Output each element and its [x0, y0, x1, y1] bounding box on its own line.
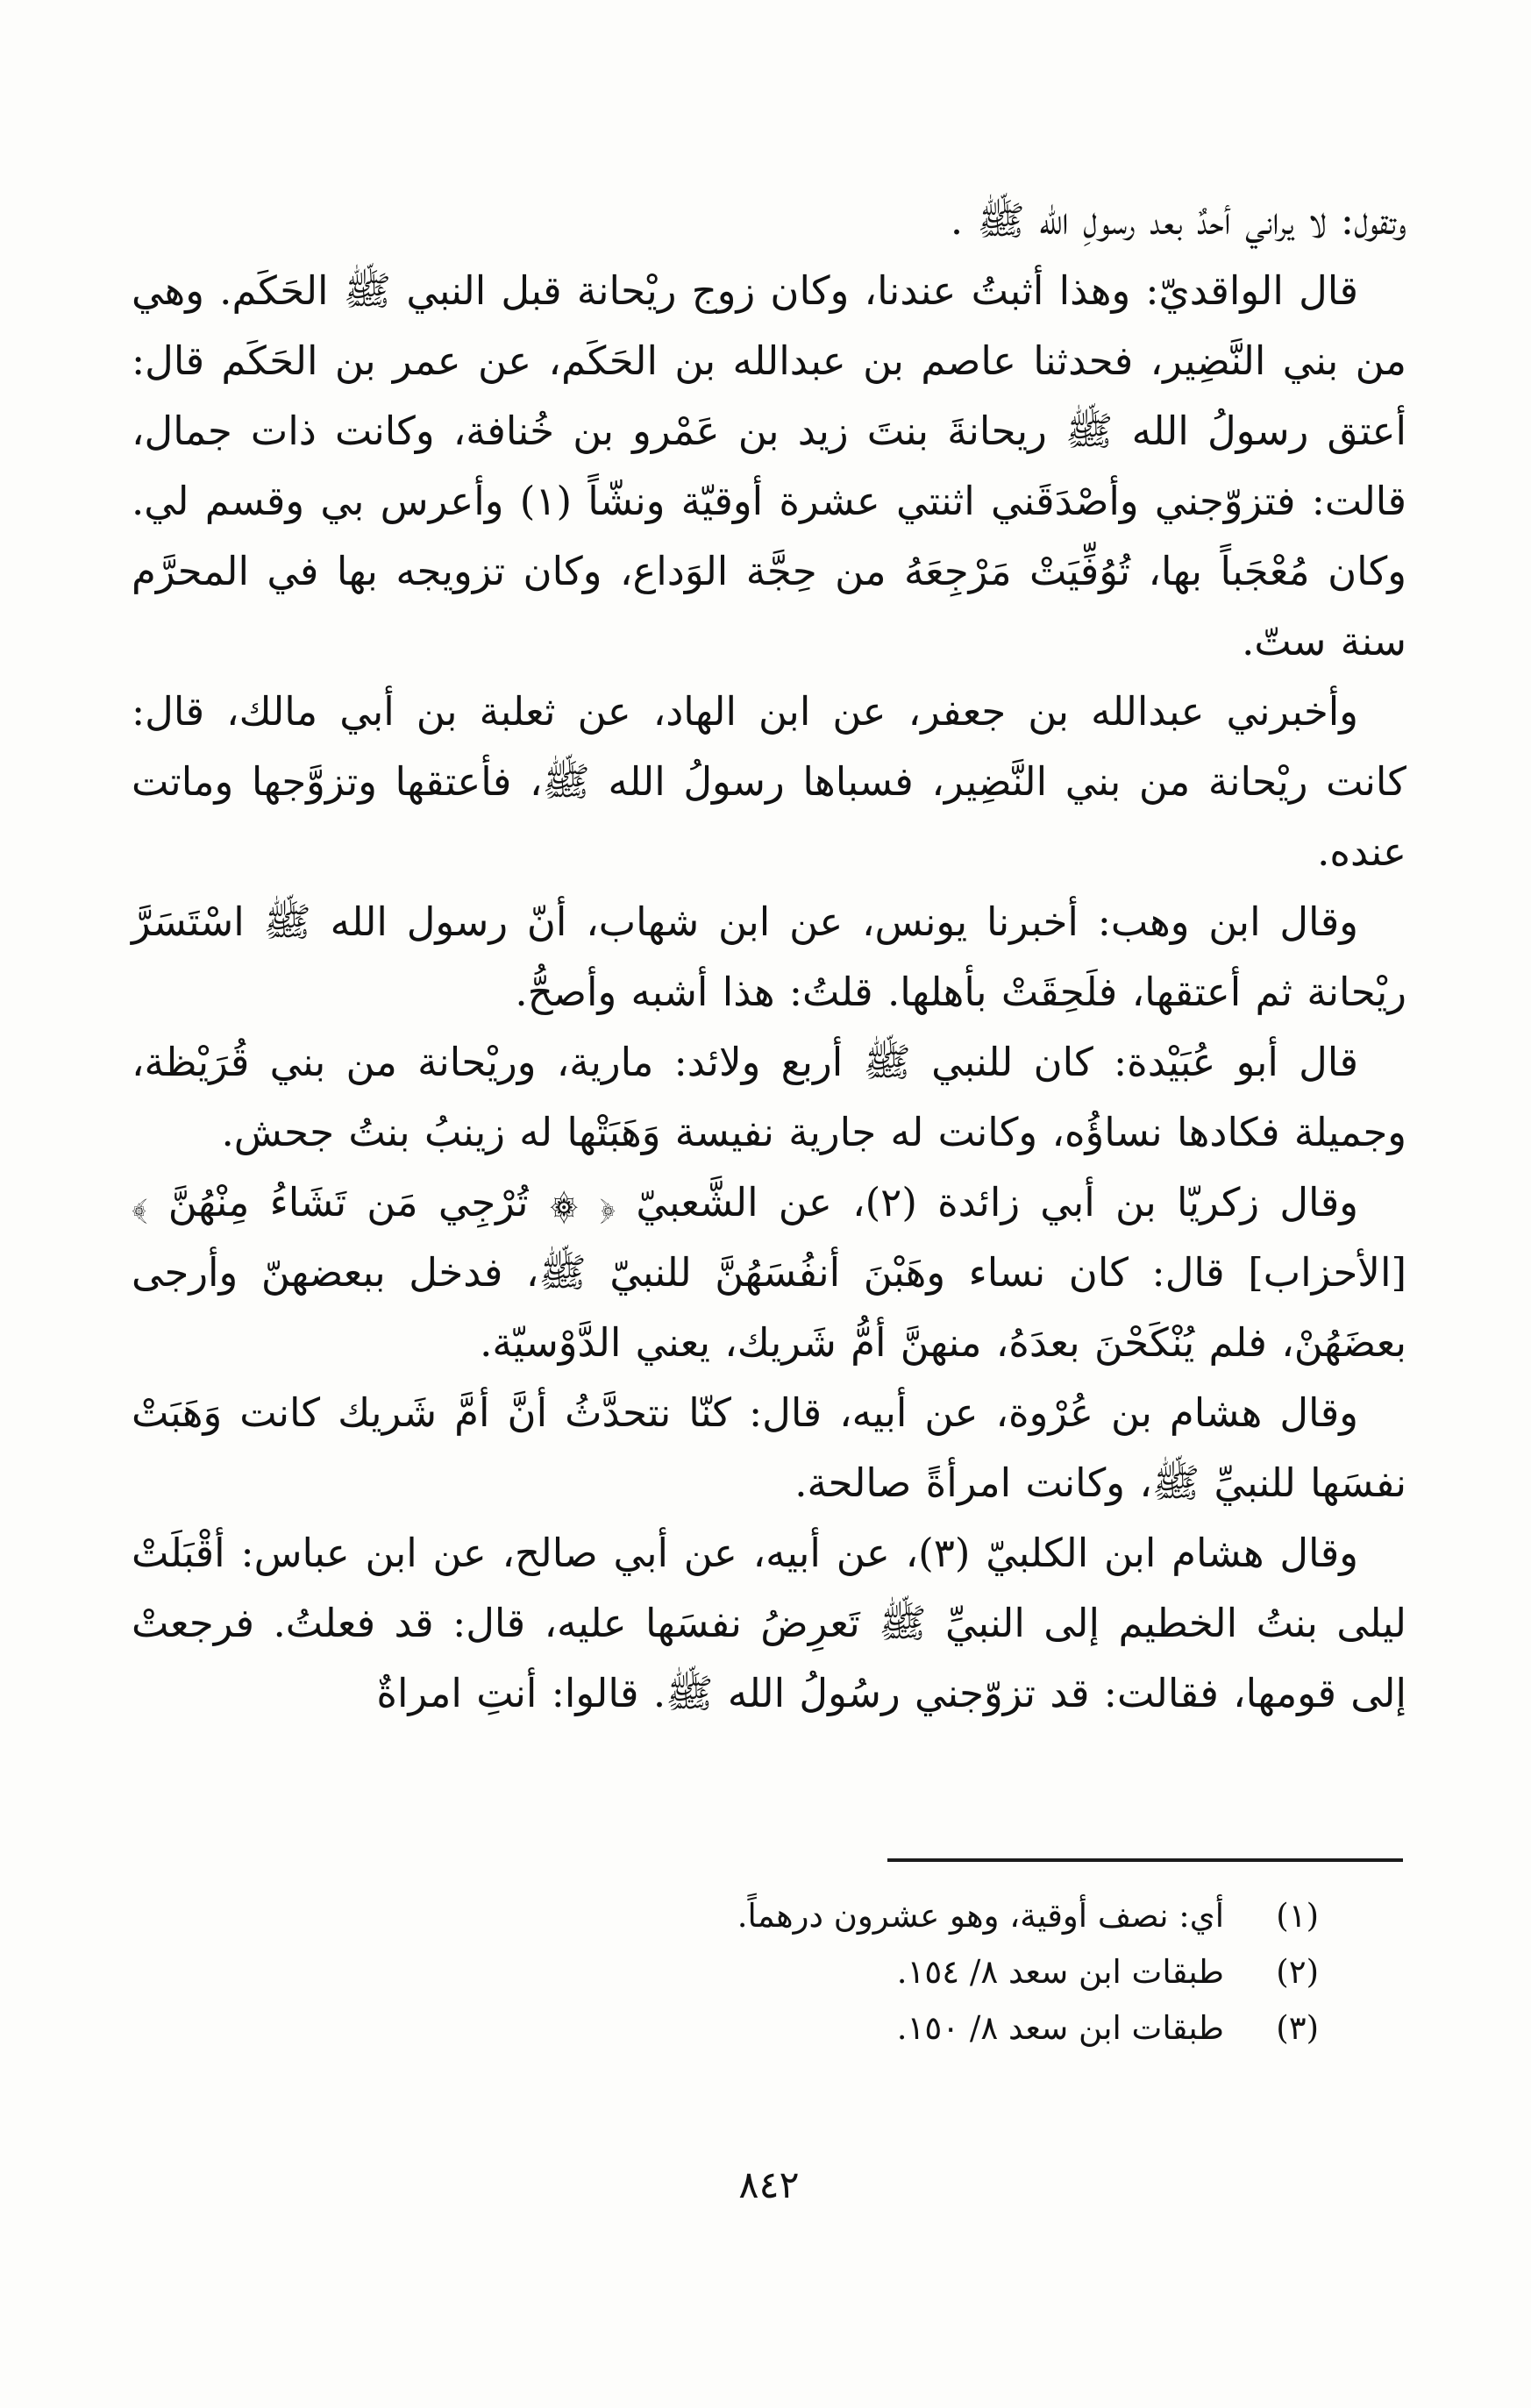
footnote	[132, 1944, 1319, 2000]
footnote-number: (٢)	[1276, 1953, 1319, 1991]
footnote	[132, 2000, 1319, 2056]
paragraph: وقال زكريّا بن أبي زائدة (٢)، عن الشَّعبيّ ﴿ ۞ تُرْجِي مَن تَشَاءُ مِنْهُنَّ ﴾ [الأحزاب] قال: كان نساء وهَبْنَ أنفُسَهُنَّ للنبيّ ﷺ، فدخل ببعضهنّ وأرجى بعضَهُنْ، فلم يُنْكَحْنَ بعدَهُ، منهنَّ أمُّ شَريك، يعني الدَّوْسيّة.	[132, 1179, 1406, 1366]
paragraph: وقال ابن وهب: أخبرنا يونس، عن ابن شهاب، أنّ رسول الله ﷺ اسْتَسَرَّ ريْحانة ثم أعتقها، فلَحِقَتْ بأهلها. قلتُ: هذا أشبه وأصحُّ.	[132, 899, 1406, 1015]
paragraph: قال أبو عُبَيْدة: كان للنبي ﷺ أربع ولائد: مارية، وريْحانة من بني قُرَيْظة، وجميلة فكادها نساؤُه، وكانت له جارية نفيسة وَهَبَتْها له زينبُ بنتُ جحش.	[132, 1039, 1406, 1155]
footnote-divider	[887, 1858, 1403, 1862]
paragraph: قال الواقديّ: وهذا أثبتُ عندنا، وكان زوج ريْحانة قبل النبي ﷺ الحَكَم. وهي من بني النَّضِير، فحدثنا عاصم بن عبدالله بن الحَكَم، عن عمر بن الحَكَم قال: أعتق رسولُ الله ﷺ ريحانةَ بنتَ زيد بن عَمْرو بن خُنافة، وكانت ذات جمال، قالت: فتزوّجني وأصْدَقَني اثنتي عشرة أوقيّة ونشّاً (١) وأعرس بي وقسم لي. وكان مُعْجَباً بها، تُوُفِّيَتْ مَرْجِعَهُ من حِجَّة الوَداع، وكان تزويجه بها في المحرَّم سنة ستّ.	[132, 267, 1406, 664]
footnotes-section	[132, 1858, 1406, 2056]
footnote-list	[132, 1888, 1406, 2056]
paragraph: وتقول: لا يراني أحدٌ بعد رسولِ الله ﷺ .	[950, 197, 1406, 244]
paragraph: وأخبرني عبدالله بن جعفر، عن ابن الهاد، عن ثعلبة بن أبي مالك، قال: كانت ريْحانة من بني النَّضِير، فسباها رسولُ الله ﷺ، فأعتقها وتزوَّجها وماتت عنده.	[132, 688, 1406, 875]
footnote-text: طبقات ابن سعد ٨/ ١٥٤.	[896, 1953, 1224, 1991]
paragraph: وقال هشام ابن الكلبيّ (٣)، عن أبيه، عن أبي صالح، عن ابن عباس: أقْبَلَتْ ليلى بنتُ الخطيم إلى النبيِّ ﷺ تَعرِضُ نفسَها عليه، قال: قد فعلتُ. فرجعتْ إلى قومها، فقالت: قد تزوّجني رسُولُ الله ﷺ. قالوا: أنتِ امراةٌ	[132, 1530, 1406, 1716]
footnote-text: أي: نصف أوقية، وهو عشرون درهماً.	[737, 1897, 1224, 1935]
footnote	[132, 1888, 1319, 1944]
page-number: ٨٤٢	[738, 2163, 800, 2207]
footnote-number: (٣)	[1276, 2009, 1319, 2047]
paragraph: وقال هشام بن عُرْوة، عن أبيه، قال: كنّا نتحدَّثُ أنَّ أمَّ شَريك كانت وَهَبَتْ نفسَها للنبيِّ ﷺ، وكانت امرأةً صالحة.	[132, 1389, 1406, 1506]
footnote-number: (١)	[1276, 1897, 1319, 1935]
footnote-text: طبقات ابن سعد ٨/ ١٥٠.	[896, 2009, 1224, 2047]
body-text-block	[132, 186, 1406, 1729]
